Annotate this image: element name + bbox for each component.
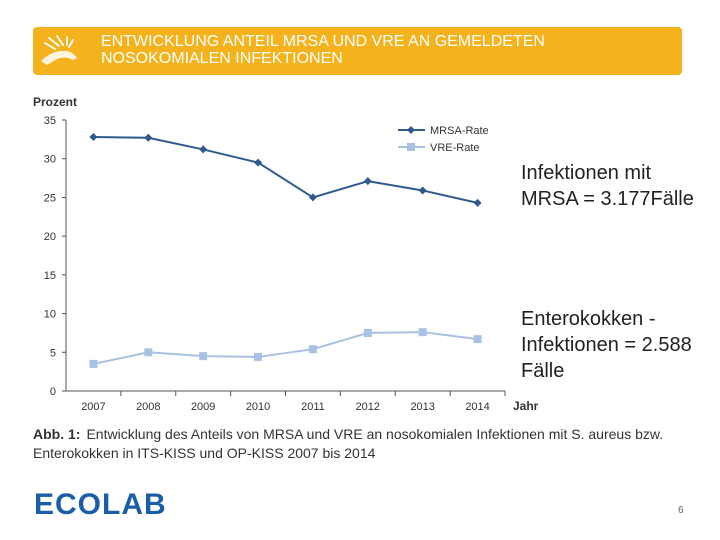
x-axis-label: Jahr xyxy=(513,399,539,413)
legend-marker xyxy=(407,143,415,151)
x-tick-label: 2010 xyxy=(245,401,271,413)
x-tick-label: 2007 xyxy=(81,401,106,413)
y-tick-label: 0 xyxy=(49,386,56,398)
y-tick-label: 30 xyxy=(43,153,56,166)
x-tick-label: 2012 xyxy=(355,401,381,413)
figure-caption xyxy=(33,425,703,463)
data-point xyxy=(199,145,207,153)
caption-text: Entwicklung des Anteils von MRSA und VRE an nosokomialen Infektionen mit S. aureus bzw. Enterokokken in ITS-KISS und OP-KISS 2007 bis 2014 xyxy=(33,426,664,461)
slide-title: ENTWICKLUNG ANTEIL MRSA UND VRE AN GEMELDETEN NOSOKOMIALEN INFEKTIONEN xyxy=(101,33,545,67)
x-tick-label: 2014 xyxy=(465,401,490,413)
x-tick-label: 2008 xyxy=(136,401,161,413)
page-number: 6 xyxy=(678,505,684,516)
y-tick-label: 5 xyxy=(49,347,56,360)
x-tick-label: 2011 xyxy=(301,401,325,413)
y-tick-label: 25 xyxy=(43,192,56,205)
mrsa-note: Infektionen mit MRSA = 3.177Fälle xyxy=(521,160,706,212)
data-point xyxy=(474,199,482,207)
y-tick-label: 35 xyxy=(43,115,56,127)
legend-label: VRE-Rate xyxy=(430,142,480,154)
hand-sparkle-icon xyxy=(37,31,83,71)
y-tick-label: 15 xyxy=(43,269,56,282)
logo-text: ECOLAB xyxy=(34,488,167,519)
chart-legend xyxy=(398,125,489,154)
data-point xyxy=(419,328,427,336)
caption-lead: Abb. 1: xyxy=(33,426,81,442)
series-line xyxy=(93,332,477,364)
data-point xyxy=(89,360,97,368)
data-point xyxy=(309,345,317,353)
y-tick-label: 20 xyxy=(43,231,56,244)
y-tick-label: 10 xyxy=(43,308,56,321)
data-point xyxy=(144,348,152,356)
ecolab-logo xyxy=(34,487,179,519)
x-tick-label: 2013 xyxy=(410,401,435,413)
data-point xyxy=(199,352,207,360)
x-tick-label: 2009 xyxy=(190,401,216,413)
legend-label: MRSA-Rate xyxy=(430,125,489,137)
data-point xyxy=(419,186,427,194)
legend-marker xyxy=(407,126,415,134)
data-point xyxy=(474,335,482,343)
data-point xyxy=(254,353,262,361)
vre-note: Enterokokken -Infektionen = 2.588 Fälle xyxy=(521,306,706,384)
data-point xyxy=(89,133,97,141)
data-point xyxy=(364,177,372,185)
data-point xyxy=(364,329,372,337)
header-bar xyxy=(33,27,682,75)
y-axis-label: Prozent xyxy=(33,95,78,109)
data-point xyxy=(144,134,152,142)
